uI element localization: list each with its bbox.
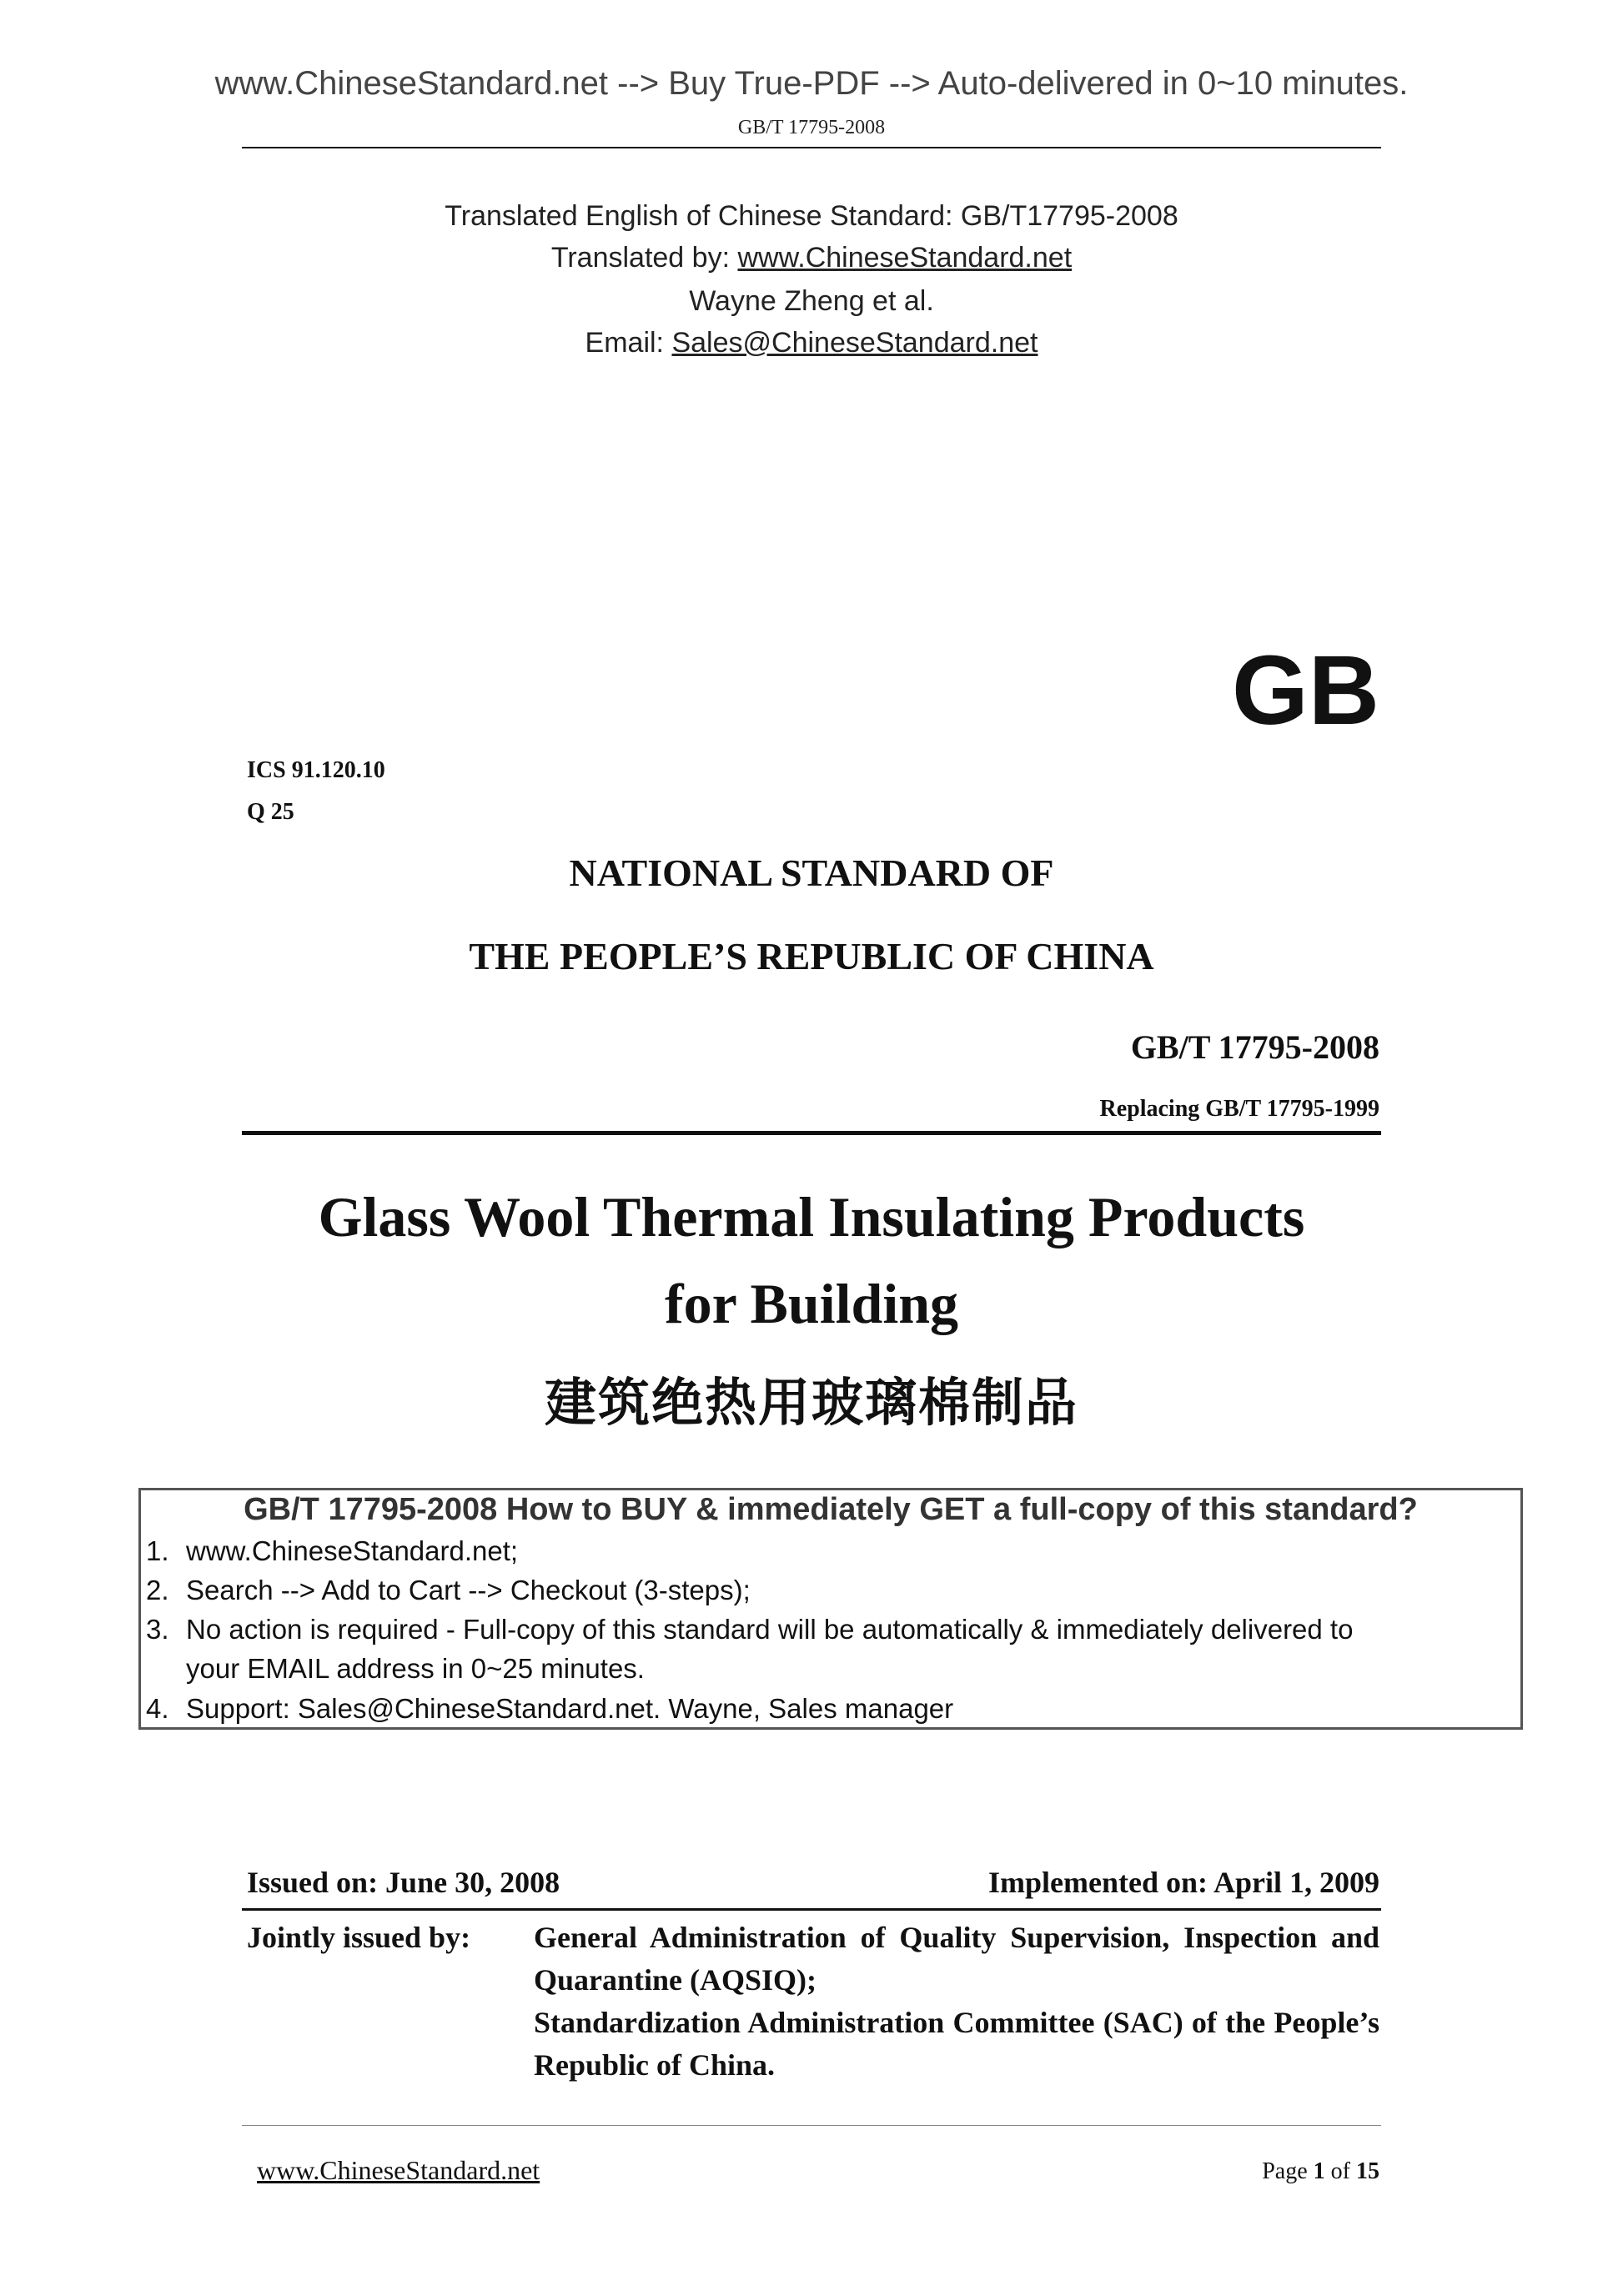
header-doc-id: GB/T 17795-2008 [737, 117, 886, 138]
buy-box-title: GB/T 17795-2008 How to BUY & immediately GET a full-copy of this standard? [244, 1492, 1418, 1527]
email-link[interactable]: Sales@ChineseStandard.net [671, 327, 1038, 359]
gb-mark: GB [1232, 636, 1379, 746]
implemented-on: Implemented on: April 1, 2009 [987, 1866, 1379, 1899]
q-code: Q 25 [247, 799, 294, 825]
issued-on: Issued on: June 30, 2008 [247, 1866, 560, 1899]
buy-step-number: 2. [146, 1575, 169, 1605]
buy-step-number: 1. [146, 1535, 169, 1566]
standard-number: GB/T 17795-2008 [1130, 1028, 1379, 1066]
top-banner: www.ChineseStandard.net --> Buy True-PDF --> Auto-delivered in 0~10 minutes. [214, 65, 1409, 102]
buy-step-text: No action is required - Full-copy of this standard will be automatically & immediately delivered to [186, 1614, 1354, 1645]
translated-by-label: Translated by: [550, 242, 738, 274]
buy-step-text: Support: Sales@ChineseStandard.net. Wayne, Sales manager [186, 1693, 954, 1724]
dates-rule [242, 1908, 1381, 1911]
replacing-standard: Replacing GB/T 17795-1999 [1099, 1096, 1379, 1122]
page-label: Page [1262, 2158, 1314, 2184]
issuers-block [534, 1917, 1379, 2087]
buy-step-3-continued: your EMAIL address in 0~25 minutes. [186, 1653, 645, 1684]
page-number: 1 [1313, 2158, 1325, 2184]
issuer-sac: Standardization Administration Committee (SAC) of the People’s Republic of China. [534, 2006, 1379, 2082]
title-rule [242, 1131, 1381, 1135]
national-standard-line2: THE PEOPLE’S REPUBLIC OF CHINA [469, 935, 1154, 977]
buy-step-4 [146, 1689, 1514, 1728]
buy-step-3 [146, 1610, 1514, 1649]
ics-code: ICS 91.120.10 [247, 757, 385, 783]
national-standard-line1: NATIONAL STANDARD OF [569, 852, 1054, 894]
buy-step-number: 3. [146, 1614, 169, 1645]
jointly-issued-label: Jointly issued by: [247, 1921, 471, 1954]
email-label: Email: [585, 327, 672, 359]
buy-step-text: Search --> Add to Cart --> Checkout (3-steps); [186, 1575, 751, 1605]
buy-step-text[interactable]: www.ChineseStandard.net; [186, 1535, 519, 1566]
buy-step-2 [146, 1570, 1514, 1610]
title-en-line1: Glass Wool Thermal Insulating Products [318, 1185, 1305, 1248]
translated-by-link[interactable]: www.ChineseStandard.net [737, 242, 1073, 274]
translation-line: Translated English of Chinese Standard: GB/T17795-2008 [445, 200, 1178, 232]
buy-instructions-box [138, 1488, 1523, 1730]
translated-by-line [0, 242, 1623, 274]
issuer-aqsiq: General Administration of Quality Supervision, Inspection and Quarantine (AQSIQ); [534, 1921, 1379, 1997]
header-rule [242, 147, 1381, 148]
title-cn: 建筑绝热用玻璃棉制品 [544, 1372, 1078, 1433]
page-indicator [1262, 2158, 1379, 2185]
buy-step-1 [146, 1531, 1514, 1570]
page-total: 15 [1356, 2158, 1379, 2184]
translator-line: Wayne Zheng et al. [689, 285, 934, 317]
page-of-label: of [1324, 2158, 1356, 2184]
title-en-line2: for Building [664, 1272, 959, 1335]
buy-step-number: 4. [146, 1693, 169, 1724]
email-line [0, 327, 1623, 359]
footer-rule [242, 2125, 1381, 2126]
footer-link[interactable]: www.ChineseStandard.net [257, 2155, 540, 2185]
